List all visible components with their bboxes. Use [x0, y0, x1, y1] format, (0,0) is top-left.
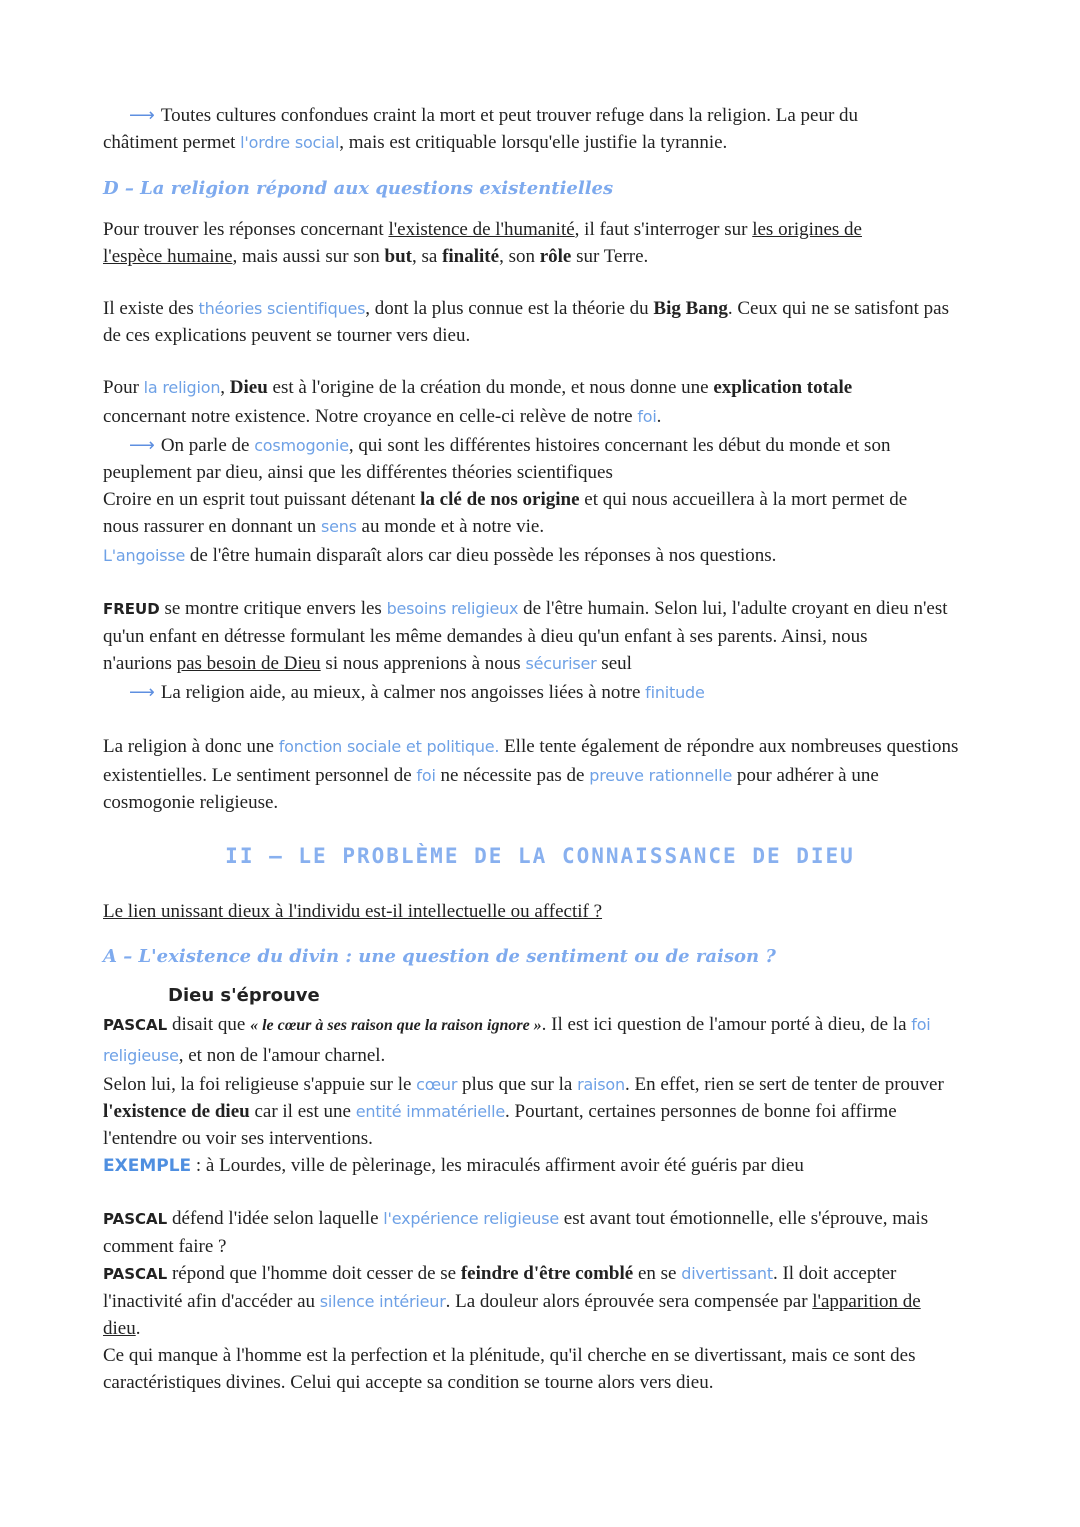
section-heading-a: A – L'existence du divin : une question de sentiment ou de raison ? — [103, 946, 776, 967]
paragraph-freud: FREUD se montre critique envers les besoins religieux de l'être humain. Selon lui, l'adulte croyant en dieu n'est qu'un enfant en détresse formulant les même demandes à dieu qu'un enfant à ses parents. Ainsi, nous n'aurions pas besoin de Dieu si nous apprenions à nous sécuriser seul ⟶ La religion aide, au mieux, à calmer nos angoisses liées à notre finitude — [103, 598, 948, 703]
paragraph-intro: ⟶ Toutes cultures confondues craint la mort et peut trouver refuge dans la religion. La peur du châtiment permet l'ordre social, mais est critiquable lorsqu'elle justifie la tyrannie. — [103, 105, 859, 153]
paragraph-pascal-experience: PASCAL défend l'idée selon laquelle l'expérience religieuse est avant tout émotionnelle, elle s'éprouve, mais comment faire ? PASCAL répond que l'homme doit cesser de se feindre d'être comblé en se divertissant. Il doit accepter l'inactivité afin d'accéder au silence intérieur. La douleur alors éprouvée sera compensée par l'apparition de dieu. Ce qui manque à l'homme est la perfection et la plénitude, qu'il cherche en se divertissant, mais ce sont des caractéristiques divines. Celui qui accepte sa condition se tourne alors vers dieu. — [103, 1208, 929, 1393]
paragraph-existence: Pour trouver les réponses concernant l'existence de l'humanité, il faut s'interroger sur les origines de l'espèce humaine, mais aussi sur son but, sa finalité, son rôle sur Terre. — [103, 219, 862, 267]
arrow-icon: ⟶ — [129, 435, 155, 456]
paragraph-pascal-coeur: PASCAL disait que « le cœur à ses raison que la raison ignore ». Il est ici question de l'amour porté à dieu, de la foi religieuse, et non de l'amour charnel. Selon lui, la foi religieuse s'appuie sur le cœur plus que sur la raison. En effet, rien se sert de tenter de prouver l'existence de dieu car il est une entité immatérielle. Pourtant, certaines personnes de bonne foi affirme l'entendre ou voir ses interventions. EXEMPLE : à Lourdes, ville de pèlerinage, les miraculés affirment avoir été guéris par dieu — [103, 1014, 944, 1176]
part-heading-ii: II – LE PROBLÈME DE LA CONNAISSANCE DE DIEU — [225, 844, 855, 868]
guiding-question: Le lien unissant dieux à l'individu est-il intellectuelle ou affectif ? — [103, 901, 603, 922]
subheading-dieu-seprouve: Dieu s'éprouve — [168, 985, 320, 1006]
arrow-icon: ⟶ — [129, 682, 155, 703]
example-label: EXEMPLE — [103, 1156, 192, 1176]
paragraph-theories: Il existe des théories scientifiques, dont la plus connue est la théorie du Big Bang. Ceux qui ne se satisfont pas de ces explications peuvent se tourner vers dieu. — [103, 298, 949, 346]
arrow-icon: ⟶ — [129, 105, 155, 126]
section-heading-d: D – La religion répond aux questions existentielles — [103, 178, 614, 199]
paragraph-religion-dieu: Pour la religion, Dieu est à l'origine de la création du monde, et nous donne une explication totale concernant notre existence. Notre croyance en celle-ci relève de notre foi. ⟶ On parle de cosmogonie, qui sont les différentes histoires concernant les début du monde et son peuplement par dieu, ainsi que les différentes théories scientifiques Croire en un esprit tout puissant détenant la clé de nos origine et qui nous accueillera à la mort permet de nous rassurer en donnant un sens au monde et à notre vie. L'angoisse de l'être humain disparaît alors car dieu possède les réponses à nos questions. — [103, 377, 908, 566]
highlight-ordre-social: l'ordre social — [240, 133, 340, 152]
paragraph-conclusion-i: La religion à donc une fonction sociale et politique. Elle tente également de répondre aux nombreuses questions existentielles. Le sentiment personnel de foi ne nécessite pas de preuve rationnelle pour adhérer à une cosmogonie religieuse. — [103, 736, 959, 813]
pascal-quote: « le cœur à ses raison que la raison ignore » — [250, 1017, 542, 1034]
